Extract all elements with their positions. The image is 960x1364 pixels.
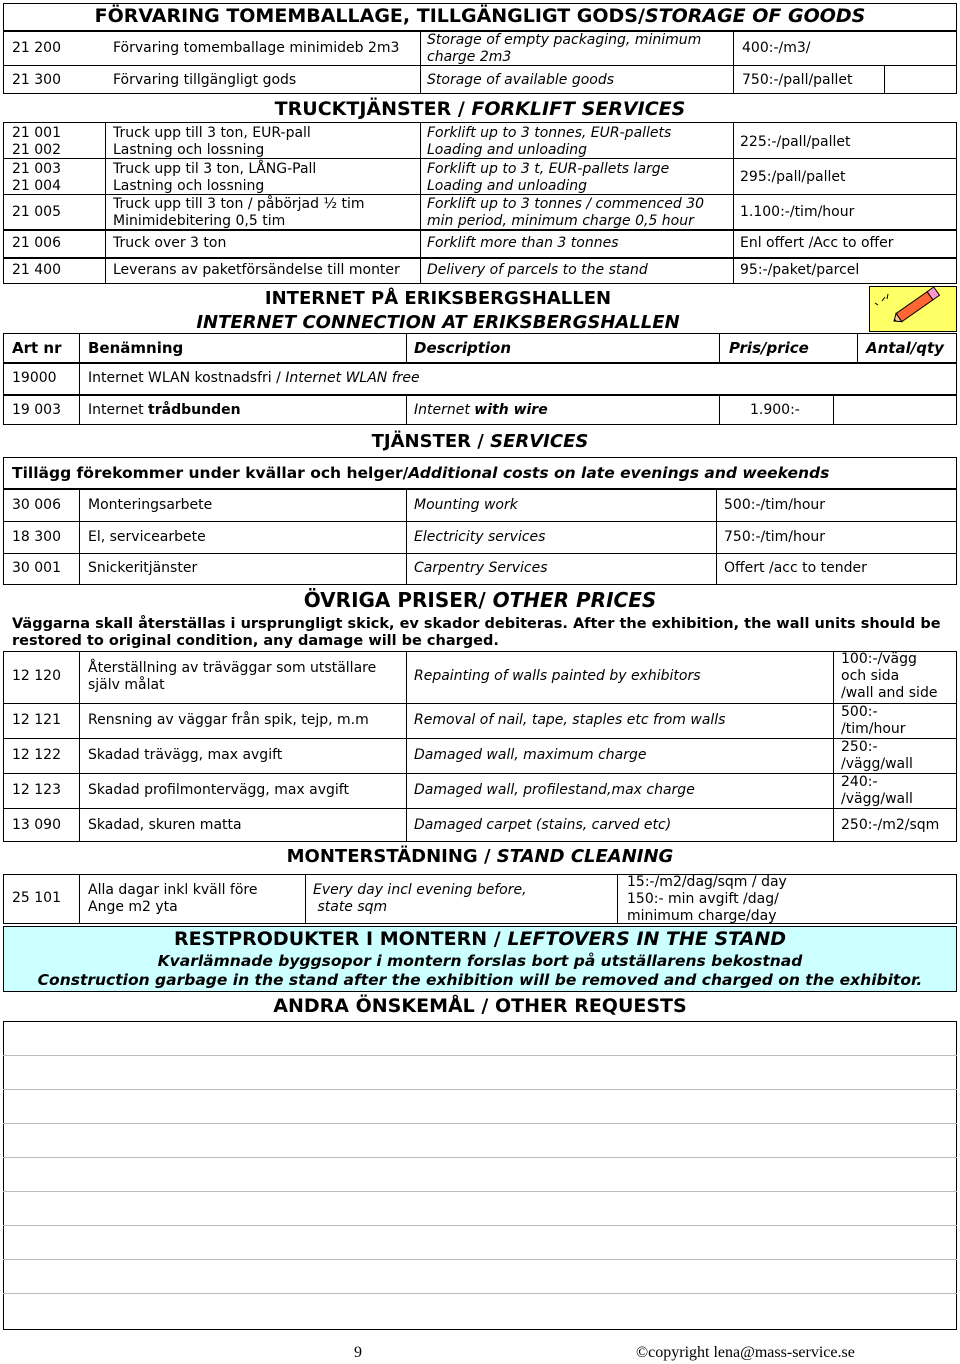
- other-sv: Skadad, skuren matta: [88, 817, 242, 833]
- requests-box[interactable]: [3, 1021, 957, 1330]
- header-price: Pris/price: [729, 339, 809, 357]
- other-price: /vägg/wall: [841, 791, 913, 807]
- cleaning-title: MONTERSTÄDNING / STAND CLEANING: [286, 846, 674, 867]
- storage-row-price: 400:-/m3/: [742, 40, 811, 56]
- other-price: /vägg/wall: [841, 756, 913, 772]
- over-price: Enl offert /Acc to offer: [740, 235, 894, 251]
- wired-nr: 19 003: [12, 402, 61, 418]
- other-en: Damaged carpet (stains, carved etc): [414, 817, 672, 833]
- storage-row-en-2: charge 2m3: [427, 49, 512, 65]
- forklift-sv: Lastning och lossning: [113, 178, 265, 194]
- service-price: 750:-/tim/hour: [724, 529, 826, 545]
- other-nr: 12 122: [12, 747, 61, 763]
- header-art-nr: Art nr: [12, 339, 62, 357]
- cleaning-price: minimum charge/day: [627, 908, 777, 924]
- service-nr: 30 006: [12, 497, 61, 513]
- header-name: Benämning: [88, 339, 184, 357]
- forklift-nr: 21 004: [12, 178, 61, 194]
- forklift-en: Forklift up to 3 tonnes / commenced 30: [427, 196, 705, 212]
- other-sv: Skadad profilmontervägg, max avgift: [88, 782, 349, 798]
- forklift-nr: 21 002: [12, 142, 61, 158]
- other-price: och sida: [841, 668, 900, 684]
- other-sv: Återställning av träväggar som utställare: [88, 660, 377, 676]
- cleaning-en: Every day incl evening before,: [313, 882, 527, 898]
- leftovers-title: RESTPRODUKTER I MONTERN / LEFTOVERS IN THE STAND: [173, 928, 787, 950]
- leftovers-line-sv: Kvarlämnade byggsopor i montern forslas bort på utställarens bekostnad: [157, 952, 803, 970]
- other-price: 100:-/vägg: [841, 651, 917, 667]
- services-note: Tillägg förekommer under kvällar och helger/Additional costs on late evenings and weekends: [12, 464, 830, 482]
- other-nr: 13 090: [12, 817, 61, 833]
- over-sv: Truck over 3 ton: [113, 235, 227, 251]
- forklift-price: 1.100:-/tim/hour: [740, 204, 855, 220]
- storage-row-sv: Förvaring tillgängligt gods: [113, 72, 297, 88]
- other-price: 250:-: [841, 739, 878, 755]
- leftovers-line-en: Construction garbage in the stand after the exhibition will be removed and charged on the exhibitor.: [37, 971, 923, 989]
- pencil-icon: [869, 286, 957, 332]
- storage-row-nr: 21 200: [12, 40, 61, 56]
- other-nr: 12 121: [12, 712, 61, 728]
- page-number: 9: [354, 1344, 362, 1361]
- other-en: Damaged wall, profilestand,max charge: [414, 782, 695, 798]
- storage-row-en-1: Storage of empty packaging, minimum: [427, 32, 702, 48]
- other-note-1: Väggarna skall återställas i ursprungligt skick, ev skador debiteras. After the exhibition, the wall units should be: [12, 616, 941, 632]
- other-note-2: restored to original condition, any damage will be charged.: [12, 633, 499, 649]
- services-title: TJÄNSTER / SERVICES: [371, 431, 589, 452]
- other-price: 500:-: [841, 704, 878, 720]
- copyright: ©copyright lena@mass-service.se: [636, 1344, 855, 1361]
- service-en: Electricity services: [414, 529, 546, 545]
- storage-title: FÖRVARING TOMEMBALLAGE, TILLGÄNGLIGT GODS/STORAGE OF GOODS: [94, 5, 866, 27]
- parcel-price: 95:-/paket/parcel: [740, 262, 860, 278]
- wlan-nr: 19000: [12, 370, 57, 386]
- forklift-en: Forklift up to 3 tonnes, EUR-pallets: [427, 125, 672, 141]
- wired-price: 1.900:-: [750, 402, 800, 418]
- forklift-en: min period, minimum charge 0,5 hour: [427, 213, 694, 229]
- forklift-sv: Truck upp till 3 ton, EUR-pall: [113, 125, 311, 141]
- storage-row-nr: 21 300: [12, 72, 61, 88]
- storage-row-sv: Förvaring tomemballage minimideb 2m3: [113, 40, 400, 56]
- service-nr: 30 001: [12, 560, 61, 576]
- other-en: Repainting of walls painted by exhibitors: [414, 668, 701, 684]
- parcel-nr: 21 400: [12, 262, 61, 278]
- forklift-sv: Minimidebitering 0,5 tim: [113, 213, 286, 229]
- internet-title-sv: INTERNET PÅ ERIKSBERGSHALLEN: [264, 288, 612, 309]
- internet-title-en: INTERNET CONNECTION AT ERIKSBERGSHALLEN: [196, 312, 680, 333]
- parcel-en: Delivery of parcels to the stand: [427, 262, 648, 278]
- parcel-sv: Leverans av paketförsändelse till monter: [113, 262, 400, 278]
- other-sv: Skadad trävägg, max avgift: [88, 747, 283, 763]
- other-price: 240:-: [841, 774, 878, 790]
- other-price: /tim/hour: [841, 721, 906, 737]
- forklift-nr: 21 003: [12, 161, 61, 177]
- wired-sv: Internet trådbunden: [88, 402, 241, 418]
- forklift-en: Forklift up to 3 t, EUR-pallets large: [427, 161, 670, 177]
- cleaning-sv: Alla dagar inkl kväll före: [88, 882, 258, 898]
- other-sv: själv målat: [88, 677, 165, 693]
- other-en: Removal of nail, tape, staples etc from walls: [414, 712, 726, 728]
- cleaning-sv: Ange m2 yta: [88, 899, 178, 915]
- forklift-en: Loading and unloading: [427, 178, 588, 194]
- other-price: 250:-/m2/sqm: [841, 817, 940, 833]
- cleaning-nr: 25 101: [12, 890, 61, 906]
- over-nr: 21 006: [12, 235, 61, 251]
- storage-row-en: Storage of available goods: [427, 72, 615, 88]
- storage-row-price: 750:-/pall/pallet: [742, 72, 853, 88]
- wired-en: Internet with wire: [414, 402, 548, 418]
- cleaning-price: 150:- min avgift /dag/: [627, 891, 779, 907]
- header-description: Description: [414, 339, 512, 357]
- forklift-sv: Truck upp til 3 ton, LÅNG-Pall: [113, 161, 317, 177]
- service-sv: El, servicearbete: [88, 529, 206, 545]
- forklift-title: TRUCKTJÄNSTER / FORKLIFT SERVICES: [274, 98, 686, 120]
- forklift-price: 295:/pall/pallet: [740, 169, 846, 185]
- service-price: Offert /acc to tender: [724, 560, 867, 576]
- service-sv: Monteringsarbete: [88, 497, 213, 513]
- forklift-price: 225:-/pall/pallet: [740, 134, 851, 150]
- forklift-nr: 21 005: [12, 204, 61, 220]
- header-qty: Antal/qty: [866, 339, 944, 357]
- service-nr: 18 300: [12, 529, 61, 545]
- requests-title: ANDRA ÖNSKEMÅL / OTHER REQUESTS: [273, 995, 687, 1017]
- other-nr: 12 123: [12, 782, 61, 798]
- other-en: Damaged wall, maximum charge: [414, 747, 647, 763]
- forklift-en: Loading and unloading: [427, 142, 588, 158]
- service-en: Carpentry Services: [414, 560, 548, 576]
- other-sv: Rensning av väggar från spik, tejp, m.m: [88, 712, 369, 728]
- other-price: /wall and side: [841, 685, 938, 701]
- cleaning-price: 15:-/m2/dag/sqm / day: [627, 874, 787, 890]
- forklift-sv: Truck upp till 3 ton / påbörjad ½ tim: [113, 196, 365, 212]
- forklift-sv: Lastning och lossning: [113, 142, 265, 158]
- service-en: Mounting work: [414, 497, 518, 513]
- other-title: ÖVRIGA PRISER/ OTHER PRICES: [303, 588, 657, 612]
- service-price: 500:-/tim/hour: [724, 497, 826, 513]
- cleaning-en: state sqm: [313, 899, 388, 915]
- service-sv: Snickeritjänster: [88, 560, 198, 576]
- forklift-nr: 21 001: [12, 125, 61, 141]
- over-en: Forklift more than 3 tonnes: [427, 235, 619, 251]
- wlan-desc: Internet WLAN kostnadsfri / Internet WLAN free: [88, 370, 420, 386]
- other-nr: 12 120: [12, 668, 61, 684]
